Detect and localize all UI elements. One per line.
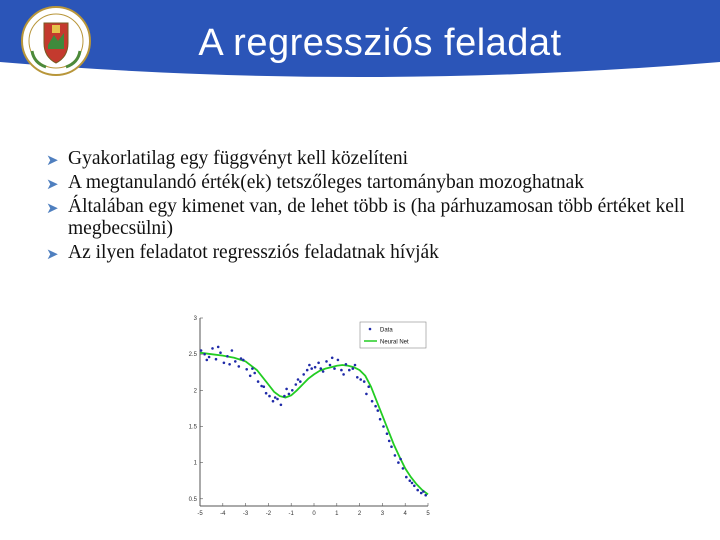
data-point	[386, 432, 389, 435]
data-point	[291, 389, 294, 392]
bullet-item	[46, 242, 686, 264]
data-point	[397, 461, 400, 464]
data-point	[295, 383, 298, 386]
data-point	[390, 445, 393, 448]
data-point	[379, 418, 382, 421]
data-point	[231, 349, 234, 352]
slide-header	[0, 0, 720, 82]
y-tick-label: 0.5	[188, 496, 197, 503]
data-point	[272, 400, 275, 403]
data-point	[206, 359, 209, 362]
x-tick-label: -5	[197, 511, 203, 517]
data-point	[226, 355, 229, 358]
data-point	[320, 367, 323, 370]
data-point	[219, 351, 222, 354]
bullet-item	[46, 172, 686, 194]
data-point	[310, 367, 313, 370]
regression-chart	[180, 310, 440, 520]
legend-entry-fit: Neural Net	[380, 339, 409, 346]
data-point	[331, 357, 334, 360]
data-point	[280, 404, 283, 407]
data-point	[342, 373, 345, 376]
data-point	[371, 400, 374, 403]
data-point	[420, 492, 423, 495]
data-point	[245, 368, 248, 371]
data-point	[234, 360, 237, 363]
data-point	[306, 369, 309, 372]
y-tick-label: 1	[193, 460, 197, 467]
data-point	[228, 363, 231, 366]
data-point	[405, 476, 408, 479]
data-point	[359, 378, 362, 381]
data-point	[223, 362, 226, 365]
x-tick-label: 4	[403, 511, 407, 517]
bullet-arrow-icon: ➤	[46, 201, 59, 217]
bullet-text: Az ilyen feladatot regressziós feladatnak hívják	[68, 242, 439, 263]
data-point	[299, 380, 302, 383]
data-point	[399, 458, 402, 461]
data-point	[268, 395, 271, 398]
bullet-item	[46, 148, 686, 170]
data-point	[211, 347, 214, 350]
data-point	[402, 467, 405, 470]
y-tick-label: 1.5	[188, 424, 197, 431]
data-point	[274, 396, 277, 399]
bullet-item	[46, 196, 686, 240]
data-point	[322, 370, 325, 373]
x-tick-label: 2	[357, 511, 362, 517]
data-point	[317, 362, 320, 365]
data-point	[374, 405, 377, 408]
data-point	[238, 365, 241, 368]
data-point	[424, 494, 427, 497]
bullet-arrow-icon: ➤	[46, 153, 59, 169]
x-tick-label: 1	[335, 511, 339, 517]
data-point	[411, 482, 414, 485]
bullet-arrow-icon: ➤	[46, 177, 59, 193]
bullet-list	[46, 148, 686, 266]
data-point	[203, 353, 206, 356]
data-point	[388, 440, 391, 443]
data-point	[325, 360, 328, 363]
data-point	[215, 358, 218, 361]
data-point	[265, 392, 268, 395]
data-point	[416, 489, 419, 492]
y-tick-label: 2.5	[188, 352, 197, 359]
data-point	[253, 372, 256, 375]
data-point	[394, 454, 397, 457]
data-point	[340, 369, 343, 372]
data-point	[283, 395, 286, 398]
data-point	[308, 364, 311, 367]
data-point	[354, 364, 357, 367]
data-point	[333, 367, 336, 370]
data-point	[345, 363, 348, 366]
data-point	[217, 346, 220, 349]
data-point	[422, 490, 425, 493]
x-tick-label: 5	[426, 511, 430, 517]
data-point	[365, 393, 368, 396]
data-point	[263, 385, 266, 388]
data-point	[413, 485, 416, 488]
data-point	[367, 385, 370, 388]
x-tick-label: -2	[265, 511, 272, 517]
data-point	[257, 380, 260, 383]
x-tick-label: -1	[288, 511, 294, 517]
data-point	[348, 369, 351, 372]
x-tick-label: -3	[242, 511, 249, 517]
data-point	[208, 356, 211, 359]
data-point	[200, 349, 203, 352]
bullet-text: A megtanulandó érték(ek) tetszőleges tartományban mozoghatnak	[68, 172, 585, 193]
data-point	[377, 409, 380, 412]
data-point	[329, 364, 332, 367]
data-point	[288, 393, 291, 396]
bullet-text: Általában egy kimenet van, de lehet több is (ha párhuzamosan több értéket kell megbecsülni)	[68, 196, 685, 239]
data-point	[297, 378, 300, 381]
data-point	[382, 425, 385, 428]
data-point	[249, 375, 252, 378]
x-tick-label: 3	[380, 511, 385, 517]
data-point	[337, 359, 340, 362]
data-point	[242, 359, 245, 362]
data-point	[276, 398, 279, 401]
slide-title: A regressziós feladat	[198, 22, 562, 64]
data-point	[285, 388, 288, 391]
data-point	[314, 366, 317, 369]
x-tick-label: 0	[312, 511, 316, 517]
data-point	[251, 367, 254, 370]
data-point	[240, 357, 243, 360]
data-point	[352, 367, 355, 370]
legend-data-marker	[369, 328, 372, 331]
x-tick-label: -4	[220, 511, 226, 517]
y-tick-label: 3	[193, 316, 197, 322]
bullet-arrow-icon: ➤	[46, 247, 59, 263]
chart-legend	[360, 322, 426, 348]
data-point	[302, 373, 305, 376]
data-point	[363, 380, 366, 383]
data-point	[409, 479, 412, 482]
data-point	[356, 376, 359, 379]
data-point	[260, 385, 263, 388]
bullet-text: Gyakorlatilag egy függvényt kell közelíteni	[68, 148, 409, 169]
y-tick-label: 2	[193, 388, 197, 395]
legend-entry-data: Data	[380, 327, 393, 334]
